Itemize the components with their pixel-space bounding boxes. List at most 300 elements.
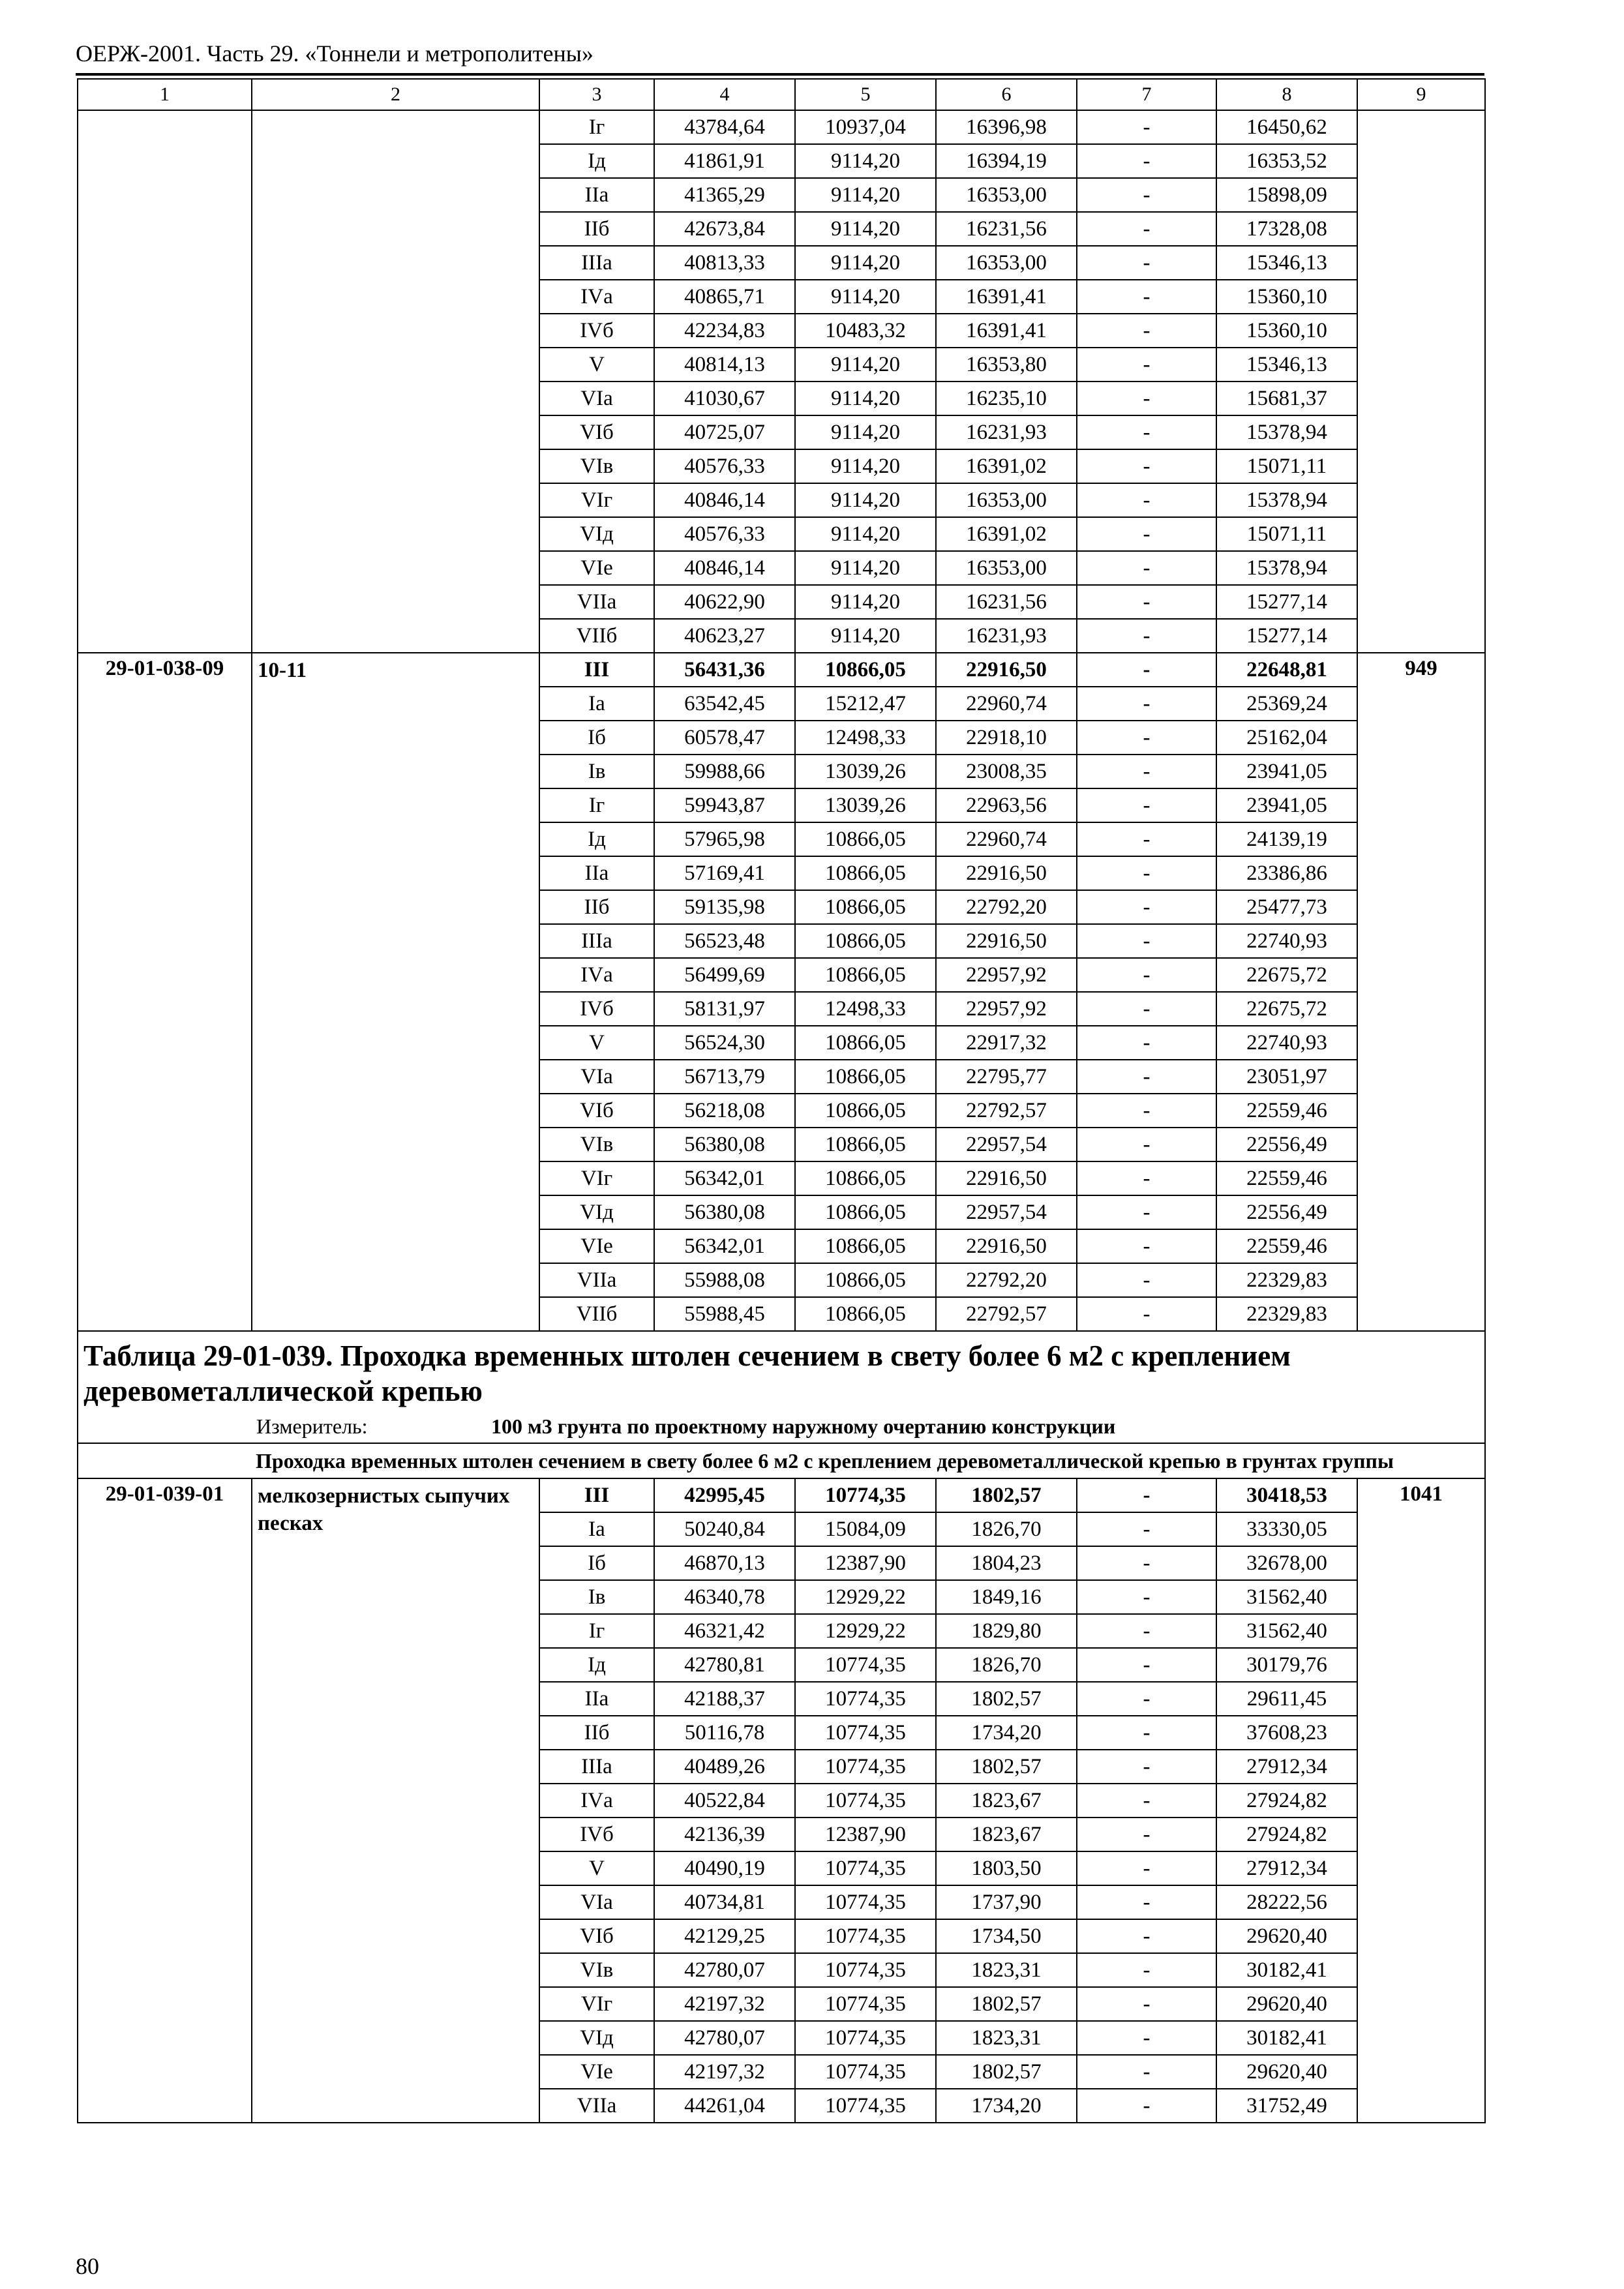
table-cell: 56342,01: [654, 1161, 795, 1195]
table-cell: Iг: [539, 1614, 654, 1648]
table-cell: IIб: [539, 890, 654, 924]
table-cell: 10866,05: [795, 1094, 936, 1128]
table-cell: 42780,07: [654, 1953, 795, 1987]
table-cell: IVа: [539, 958, 654, 992]
table-cell: -: [1077, 1128, 1216, 1161]
table-cell: 40814,13: [654, 348, 795, 382]
table-cell: 63542,45: [654, 687, 795, 721]
table-cell: VIб: [539, 1094, 654, 1128]
table-cell: 15346,13: [1216, 348, 1357, 382]
table-cell: 10774,35: [795, 2055, 936, 2089]
price-table: [77, 78, 1486, 2123]
table-cell: 16231,56: [936, 212, 1077, 246]
table-cell: -: [1077, 2055, 1216, 2089]
table-cell: -: [1077, 1229, 1216, 1263]
table-cell: 44261,04: [654, 2089, 795, 2123]
table-cell: -: [1077, 2089, 1216, 2123]
table-cell: 40576,33: [654, 449, 795, 483]
table-cell: 22792,20: [936, 890, 1077, 924]
table-cell: 30182,41: [1216, 2021, 1357, 2055]
table-cell: Iб: [539, 1546, 654, 1580]
table-cell: 1737,90: [936, 1885, 1077, 1919]
table-cell: 22916,50: [936, 1161, 1077, 1195]
table-cell: 10483,32: [795, 314, 936, 348]
table-cell: V: [539, 1026, 654, 1060]
table-cell: 22916,50: [936, 924, 1077, 958]
table-cell: 17328,08: [1216, 212, 1357, 246]
table-cell: Iа: [539, 687, 654, 721]
table-cell: 12498,33: [795, 721, 936, 755]
table-cell: 10774,35: [795, 1716, 936, 1750]
table-cell: 25369,24: [1216, 687, 1357, 721]
table-cell: 10774,35: [795, 1953, 936, 1987]
table-cell: III: [539, 1478, 654, 1512]
table-cell: 16391,41: [936, 314, 1077, 348]
table-cell: 10774,35: [795, 1784, 936, 1818]
table-cell: -: [1077, 1750, 1216, 1784]
rate-code-cell: [78, 110, 252, 653]
table-cell: -: [1077, 449, 1216, 483]
table-cell: 1823,31: [936, 2021, 1077, 2055]
table-cell: -: [1077, 178, 1216, 212]
table-cell: 10866,05: [795, 1263, 936, 1297]
table-cell: IIа: [539, 856, 654, 890]
table-cell: 16231,93: [936, 415, 1077, 449]
table-cell: 16391,02: [936, 517, 1077, 551]
table-cell: 10937,04: [795, 110, 936, 144]
table-cell: Iг: [539, 788, 654, 822]
table-cell: 46340,78: [654, 1580, 795, 1614]
table-cell: 9114,20: [795, 585, 936, 619]
table-cell: 10866,05: [795, 1195, 936, 1229]
table-cell: 46870,13: [654, 1546, 795, 1580]
table-cell: IVа: [539, 1784, 654, 1818]
table-cell: -: [1077, 822, 1216, 856]
table-cell: -: [1077, 924, 1216, 958]
table-cell: 9114,20: [795, 551, 936, 585]
table-cell: 41030,67: [654, 382, 795, 415]
table-cell: 22957,92: [936, 958, 1077, 992]
table-cell: III: [539, 653, 654, 687]
table-cell: -: [1077, 1094, 1216, 1128]
table-cell: 16353,52: [1216, 144, 1357, 178]
table-cell: 16353,80: [936, 348, 1077, 382]
table-cell: 10774,35: [795, 1851, 936, 1885]
table-cell: 10866,05: [795, 1297, 936, 1331]
table-cell: 56713,79: [654, 1060, 795, 1094]
measure-unit: [83, 1414, 1479, 1439]
table-cell: 15378,94: [1216, 483, 1357, 517]
table-cell: 23386,86: [1216, 856, 1357, 890]
table-row: [78, 1478, 1485, 1512]
table-cell: 42673,84: [654, 212, 795, 246]
table-cell: 50116,78: [654, 1716, 795, 1750]
table-cell: 56380,08: [654, 1128, 795, 1161]
table-cell: VIа: [539, 382, 654, 415]
table-cell: Iа: [539, 1512, 654, 1546]
table-cell: 42780,81: [654, 1648, 795, 1682]
table-cell: -: [1077, 755, 1216, 788]
column-number: 8: [1216, 79, 1357, 110]
table-cell: IIа: [539, 1682, 654, 1716]
table-cell: -: [1077, 687, 1216, 721]
table-cell: 22916,50: [936, 1229, 1077, 1263]
table-cell: 22960,74: [936, 822, 1077, 856]
table-cell: IVа: [539, 280, 654, 314]
table-cell: 56342,01: [654, 1229, 795, 1263]
table-cell: -: [1077, 1263, 1216, 1297]
table-cell: 10866,05: [795, 653, 936, 687]
table-caption-row: [78, 1331, 1485, 1443]
column-9-cell: 949: [1357, 653, 1485, 1331]
table-cell: 22916,50: [936, 653, 1077, 687]
table-cell: 31752,49: [1216, 2089, 1357, 2123]
header-rule: [76, 73, 1484, 76]
table-cell: IIа: [539, 178, 654, 212]
table-cell: 10866,05: [795, 856, 936, 890]
table-cell: 16353,00: [936, 483, 1077, 517]
column-number: 1: [78, 79, 252, 110]
table-cell: 10866,05: [795, 1060, 936, 1094]
table-cell: 22795,77: [936, 1060, 1077, 1094]
table-caption: [78, 1331, 1485, 1443]
table-cell: -: [1077, 721, 1216, 755]
table-cell: 22917,32: [936, 1026, 1077, 1060]
column-9-cell: 1041: [1357, 1478, 1485, 2123]
table-cell: 10866,05: [795, 1128, 936, 1161]
table-cell: 56431,36: [654, 653, 795, 687]
table-cell: 9114,20: [795, 382, 936, 415]
table-cell: 59943,87: [654, 788, 795, 822]
table-cell: 1734,20: [936, 1716, 1077, 1750]
table-cell: -: [1077, 1987, 1216, 2021]
table-cell: 15360,10: [1216, 280, 1357, 314]
table-cell: 9114,20: [795, 348, 936, 382]
table-cell: 40846,14: [654, 551, 795, 585]
table-cell: Iд: [539, 822, 654, 856]
table-cell: 40576,33: [654, 517, 795, 551]
table-cell: -: [1077, 1919, 1216, 1953]
table-cell: VIг: [539, 1987, 654, 2021]
column-number: 9: [1357, 79, 1485, 110]
table-cell: 15084,09: [795, 1512, 936, 1546]
table-cell: 12387,90: [795, 1546, 936, 1580]
page-number: 80: [76, 2253, 99, 2279]
table-cell: -: [1077, 1648, 1216, 1682]
table-cell: 22957,54: [936, 1195, 1077, 1229]
measure-unit-value: 100 м3 грунта по проектному наружному очертанию конструкции: [491, 1414, 1116, 1438]
table-cell: 56499,69: [654, 958, 795, 992]
table-cell: VIд: [539, 2021, 654, 2055]
table-cell: -: [1077, 1818, 1216, 1851]
table-cell: 27912,34: [1216, 1851, 1357, 1885]
table-cell: 13039,26: [795, 788, 936, 822]
table-cell: 16353,00: [936, 246, 1077, 280]
table-cell: 9114,20: [795, 619, 936, 653]
description-cell: [252, 110, 539, 653]
table-cell: -: [1077, 958, 1216, 992]
table-cell: 46321,42: [654, 1614, 795, 1648]
table-cell: VIIб: [539, 1297, 654, 1331]
table-cell: -: [1077, 212, 1216, 246]
table-cell: 16396,98: [936, 110, 1077, 144]
table-cell: 10866,05: [795, 1229, 936, 1263]
table-cell: 42234,83: [654, 314, 795, 348]
table-cell: 10774,35: [795, 1987, 936, 2021]
table-cell: 23941,05: [1216, 788, 1357, 822]
table-cell: 9114,20: [795, 212, 936, 246]
table-cell: 15277,14: [1216, 619, 1357, 653]
table-cell: VIв: [539, 449, 654, 483]
table-cell: 1826,70: [936, 1512, 1077, 1546]
table-cell: 10774,35: [795, 2021, 936, 2055]
table-cell: VIIа: [539, 585, 654, 619]
table-cell: 22675,72: [1216, 958, 1357, 992]
table-cell: 42197,32: [654, 1987, 795, 2021]
table-cell: 16391,41: [936, 280, 1077, 314]
table-cell: -: [1077, 856, 1216, 890]
table-cell: 15071,11: [1216, 449, 1357, 483]
table-cell: 25477,73: [1216, 890, 1357, 924]
table-cell: 9114,20: [795, 483, 936, 517]
table-cell: 22960,74: [936, 687, 1077, 721]
table-cell: 9114,20: [795, 415, 936, 449]
table-cell: 10866,05: [795, 958, 936, 992]
table-cell: 1802,57: [936, 1682, 1077, 1716]
table-cell: Iб: [539, 721, 654, 755]
table-cell: 10774,35: [795, 2089, 936, 2123]
table-cell: 1734,20: [936, 2089, 1077, 2123]
table-cell: 15378,94: [1216, 551, 1357, 585]
table-cell: -: [1077, 585, 1216, 619]
table-cell: 16353,00: [936, 178, 1077, 212]
table-cell: 24139,19: [1216, 822, 1357, 856]
column-number: 2: [252, 79, 539, 110]
table-cell: VIв: [539, 1128, 654, 1161]
measure-unit-label: Измеритель:: [256, 1414, 368, 1438]
table-cell: 9114,20: [795, 517, 936, 551]
table-cell: Iв: [539, 755, 654, 788]
table-cell: 25162,04: [1216, 721, 1357, 755]
table-cell: Iв: [539, 1580, 654, 1614]
table-cell: 42197,32: [654, 2055, 795, 2089]
table-cell: 22957,92: [936, 992, 1077, 1026]
table-cell: IIIа: [539, 1750, 654, 1784]
table-cell: 9114,20: [795, 449, 936, 483]
column-9-cell: [1357, 110, 1485, 653]
table-cell: VIIа: [539, 2089, 654, 2123]
table-cell: 22792,20: [936, 1263, 1077, 1297]
table-cell: 50240,84: [654, 1512, 795, 1546]
table-cell: 32678,00: [1216, 1546, 1357, 1580]
subheading-row: [78, 1443, 1485, 1478]
table-cell: 22648,81: [1216, 653, 1357, 687]
table-cell: IIб: [539, 1716, 654, 1750]
table-cell: VIд: [539, 517, 654, 551]
table-cell: VIа: [539, 1885, 654, 1919]
table-cell: 1802,57: [936, 2055, 1077, 2089]
table-cell: 12387,90: [795, 1818, 936, 1851]
table-cell: 10866,05: [795, 924, 936, 958]
table-cell: -: [1077, 1546, 1216, 1580]
table-cell: 22559,46: [1216, 1161, 1357, 1195]
table-cell: -: [1077, 1478, 1216, 1512]
table-cell: 1823,67: [936, 1784, 1077, 1818]
table-cell: 40865,71: [654, 280, 795, 314]
table-cell: 15212,47: [795, 687, 936, 721]
table-cell: -: [1077, 2021, 1216, 2055]
rate-code-cell: 29-01-039-01: [78, 1478, 252, 2123]
table-cell: IVб: [539, 1818, 654, 1851]
table-cell: -: [1077, 1784, 1216, 1818]
table-cell: 30418,53: [1216, 1478, 1357, 1512]
table-cell: 10774,35: [795, 1919, 936, 1953]
table-cell: 9114,20: [795, 178, 936, 212]
table-cell: 22329,83: [1216, 1263, 1357, 1297]
table-cell: VIб: [539, 415, 654, 449]
table-cell: 15346,13: [1216, 246, 1357, 280]
table-cell: 22675,72: [1216, 992, 1357, 1026]
table-cell: -: [1077, 551, 1216, 585]
table-cell: -: [1077, 517, 1216, 551]
table-cell: Iг: [539, 110, 654, 144]
table-cell: 12498,33: [795, 992, 936, 1026]
table-cell: 27912,34: [1216, 1750, 1357, 1784]
table-cell: 10866,05: [795, 1161, 936, 1195]
table-cell: 23051,97: [1216, 1060, 1357, 1094]
table-cell: 22918,10: [936, 721, 1077, 755]
table-cell: 1823,67: [936, 1818, 1077, 1851]
table-cell: -: [1077, 415, 1216, 449]
table-cell: 42995,45: [654, 1478, 795, 1512]
table-cell: -: [1077, 348, 1216, 382]
table-cell: 15071,11: [1216, 517, 1357, 551]
table-cell: IVб: [539, 314, 654, 348]
table-cell: 10774,35: [795, 1648, 936, 1682]
table-cell: V: [539, 348, 654, 382]
table-cell: 58131,97: [654, 992, 795, 1026]
column-number: 5: [795, 79, 936, 110]
table-cell: -: [1077, 653, 1216, 687]
table-cell: IIб: [539, 212, 654, 246]
table-cell: -: [1077, 1297, 1216, 1331]
table-cell: 10774,35: [795, 1750, 936, 1784]
table-cell: -: [1077, 1716, 1216, 1750]
table-cell: IVб: [539, 992, 654, 1026]
table-cell: 40813,33: [654, 246, 795, 280]
table-cell: 1829,80: [936, 1614, 1077, 1648]
table-cell: VIе: [539, 551, 654, 585]
table-cell: 60578,47: [654, 721, 795, 755]
table-cell: 10866,05: [795, 890, 936, 924]
table-cell: 9114,20: [795, 280, 936, 314]
table-cell: 42136,39: [654, 1818, 795, 1851]
table-cell: VIа: [539, 1060, 654, 1094]
table-cell: 59135,98: [654, 890, 795, 924]
table-cell: VIе: [539, 1229, 654, 1263]
table-cell: 10866,05: [795, 822, 936, 856]
description-cell: 10-11: [252, 653, 539, 1331]
table-cell: 40489,26: [654, 1750, 795, 1784]
table-cell: -: [1077, 144, 1216, 178]
description-cell: мелкозернистых сыпучих песках: [252, 1478, 539, 2123]
table-cell: 33330,05: [1216, 1512, 1357, 1546]
column-number-row: [78, 79, 1485, 110]
column-number: 6: [936, 79, 1077, 110]
table-cell: 23941,05: [1216, 755, 1357, 788]
table-cell: 16394,19: [936, 144, 1077, 178]
table-body: [78, 79, 1485, 2123]
table-cell: VIд: [539, 1195, 654, 1229]
table-cell: 22792,57: [936, 1297, 1077, 1331]
table-cell: -: [1077, 619, 1216, 653]
rate-code-cell: 29-01-038-09: [78, 653, 252, 1331]
table-cell: -: [1077, 1682, 1216, 1716]
table-cell: -: [1077, 1195, 1216, 1229]
table-cell: 43784,64: [654, 110, 795, 144]
table-cell: 15277,14: [1216, 585, 1357, 619]
table-cell: 22559,46: [1216, 1094, 1357, 1128]
table-cell: 40623,27: [654, 619, 795, 653]
table-cell: 1823,31: [936, 1953, 1077, 1987]
table-cell: -: [1077, 1885, 1216, 1919]
table-cell: -: [1077, 110, 1216, 144]
table-cell: 56218,08: [654, 1094, 795, 1128]
table-cell: 30182,41: [1216, 1953, 1357, 1987]
table-cell: VIг: [539, 483, 654, 517]
table-cell: 16231,56: [936, 585, 1077, 619]
table-cell: 42780,07: [654, 2021, 795, 2055]
table-cell: 12929,22: [795, 1614, 936, 1648]
table-cell: 9114,20: [795, 144, 936, 178]
table-cell: 40725,07: [654, 415, 795, 449]
table-cell: VIв: [539, 1953, 654, 1987]
table-cell: -: [1077, 483, 1216, 517]
table-cell: VIIб: [539, 619, 654, 653]
table-cell: 27924,82: [1216, 1818, 1357, 1851]
table-cell: 1802,57: [936, 1987, 1077, 2021]
table-cell: -: [1077, 1512, 1216, 1546]
table-cell: 27924,82: [1216, 1784, 1357, 1818]
table-cell: -: [1077, 1161, 1216, 1195]
table-cell: 40622,90: [654, 585, 795, 619]
table-row: [78, 653, 1485, 687]
table-cell: 31562,40: [1216, 1614, 1357, 1648]
table-cell: 37608,23: [1216, 1716, 1357, 1750]
table-cell: IIIа: [539, 246, 654, 280]
table-cell: 42188,37: [654, 1682, 795, 1716]
table-cell: 16235,10: [936, 382, 1077, 415]
table-cell: 15378,94: [1216, 415, 1357, 449]
table-cell: 1849,16: [936, 1580, 1077, 1614]
table-cell: 22329,83: [1216, 1297, 1357, 1331]
table-title: Таблица 29-01-039. Проходка временных штолен сечением в свету более 6 м2 с креплением деревометаллической крепью: [83, 1339, 1291, 1407]
table-cell: 16450,62: [1216, 110, 1357, 144]
table-cell: 29620,40: [1216, 2055, 1357, 2089]
table-cell: VIб: [539, 1919, 654, 1953]
table-cell: 40490,19: [654, 1851, 795, 1885]
table-cell: 10774,35: [795, 1885, 936, 1919]
table-cell: VIг: [539, 1161, 654, 1195]
table-cell: 22792,57: [936, 1094, 1077, 1128]
table-cell: 10866,05: [795, 1026, 936, 1060]
table-cell: 41861,91: [654, 144, 795, 178]
table-cell: -: [1077, 788, 1216, 822]
table-cell: 16231,93: [936, 619, 1077, 653]
table-cell: 22556,49: [1216, 1128, 1357, 1161]
table-cell: 1802,57: [936, 1750, 1077, 1784]
page-header-title: ОЕРЖ-2001. Часть 29. «Тоннели и метрополитены»: [76, 40, 594, 67]
